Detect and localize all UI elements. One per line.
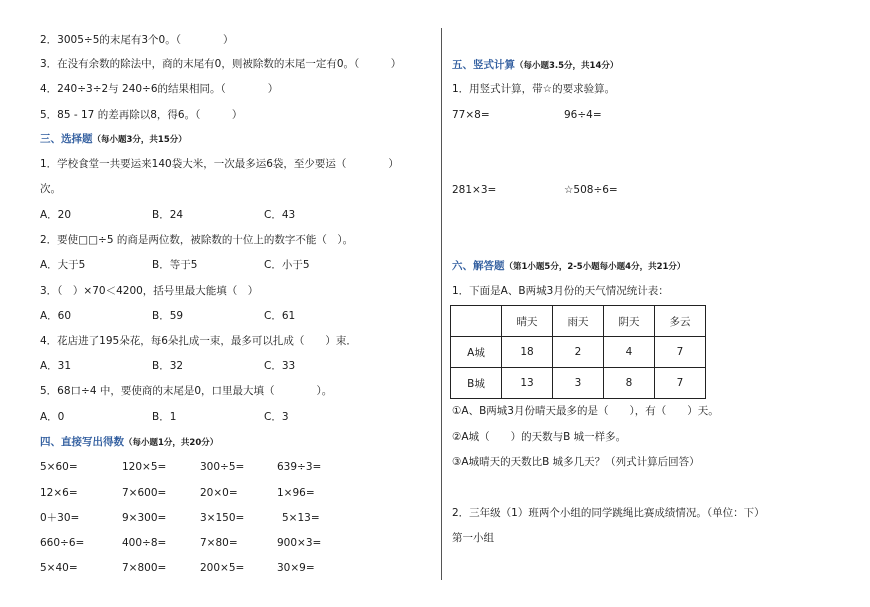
section-3-note: （每小题3分，共15分）: [92, 135, 187, 145]
table-header-cell: [451, 306, 502, 337]
calc-item: 12×6=: [40, 487, 78, 499]
calc-item: 300÷5=: [200, 461, 245, 473]
section-6-heading: [452, 259, 685, 274]
calc-item: 30×9=: [277, 562, 315, 574]
problem-2-stem: 2．三年级（1）班两个小组的同学跳绳比赛成绩情况。（单位：下）: [452, 507, 765, 519]
choice-1-option-a: A．20: [40, 209, 72, 221]
choice-1-stem-cont: 次。: [40, 183, 61, 195]
judge-question-4: 4．240÷3÷2与 240÷6的结果相同。（ ）: [40, 83, 279, 95]
calc-item: 7×800=: [122, 562, 167, 574]
problem-1-stem: 1．下面是A、B两城3月份的天气情况统计表：: [452, 285, 669, 297]
calc-item: 1×96=: [277, 487, 315, 499]
calc-item: 7×600=: [122, 487, 167, 499]
choice-2-option-c: C．小于5: [264, 259, 310, 271]
calc-item: 120×5=: [122, 461, 167, 473]
table-cell: 18: [502, 337, 553, 368]
judge-question-5: 5．85 - 17 的差再除以8，得6。（ ）: [40, 109, 243, 121]
table-header-row: [451, 306, 706, 337]
table-cell: 8: [604, 368, 655, 399]
choice-5-stem: 5．68口÷4 中，要使商的末尾是0，口里最大填（ ）。: [40, 385, 333, 397]
choice-3-option-c: C．61: [264, 310, 296, 322]
vertical-calc-1: 77×8=: [452, 109, 490, 121]
section-5-heading: [452, 58, 618, 73]
calc-item: 20×0=: [200, 487, 238, 499]
judge-question-3: 3．在没有余数的除法中，商的末尾有0，则被除数的末尾一定有0。（ ）: [40, 58, 402, 70]
section-5-note: （每小题3.5分，共14分）: [515, 61, 619, 71]
table-row: [451, 337, 706, 368]
choice-3-option-a: A．60: [40, 310, 72, 322]
table-header-cell: 多云: [655, 306, 706, 337]
choice-2-option-a: A．大于5: [40, 259, 86, 271]
choice-4-stem: 4．花店进了195朵花，每6朵扎成一束，最多可以扎成（ ）束．: [40, 335, 357, 347]
table-row: [451, 368, 706, 399]
section-4-title: 四、直接写出得数: [40, 436, 124, 448]
table-cell: 13: [502, 368, 553, 399]
calc-item: 9×300=: [122, 512, 167, 524]
section-5-title: 五、竖式计算: [452, 59, 515, 71]
calc-item: 400÷8=: [122, 537, 167, 549]
table-header-cell: 雨天: [553, 306, 604, 337]
choice-3-stem: 3．（ ）×70＜4200，括号里最大能填（ ）: [40, 285, 259, 297]
choice-3-option-b: B．59: [152, 310, 184, 322]
section-6-note: （第1小题5分，2-5小题每小题4分，共21分）: [504, 262, 686, 272]
choice-1-stem: 1．学校食堂一共要运来140袋大米，一次最多运6袋，至少要运（ ）: [40, 158, 399, 170]
calc-item: 5×60=: [40, 461, 78, 473]
choice-2-stem: 2．要使□□÷5 的商是两位数，被除数的十位上的数字不能（ ）。: [40, 234, 354, 246]
problem-1-question-2: ②A城（ ）的天数与B 城一样多。: [452, 431, 627, 443]
calc-item: 5×40=: [40, 562, 78, 574]
table-cell: 2: [553, 337, 604, 368]
table-cell: 3: [553, 368, 604, 399]
table-cell: 7: [655, 337, 706, 368]
calc-item: 5×13=: [282, 512, 320, 524]
calc-item: 7×80=: [200, 537, 238, 549]
calc-item: 639÷3=: [277, 461, 322, 473]
problem-1-question-3: ③A城晴天的天数比B 城多几天？（列式计算后回答）: [452, 456, 700, 468]
table-header-cell: 晴天: [502, 306, 553, 337]
choice-4-option-b: B．32: [152, 360, 184, 372]
column-divider: [441, 28, 442, 580]
table-cell: A城: [451, 337, 502, 368]
choice-5-option-c: C．3: [264, 411, 289, 423]
vertical-calc-3: 281×3=: [452, 184, 497, 196]
choice-1-option-b: B．24: [152, 209, 184, 221]
vertical-calc-4: ☆508÷6=: [564, 184, 618, 196]
choice-1-option-c: C．43: [264, 209, 296, 221]
section-3-title: 三、选择题: [40, 133, 93, 145]
table-header-cell: 阴天: [604, 306, 655, 337]
table-cell: 4: [604, 337, 655, 368]
choice-5-option-b: B．1: [152, 411, 177, 423]
calc-item: 200×5=: [200, 562, 245, 574]
calc-item: 3×150=: [200, 512, 245, 524]
calc-item: 660÷6=: [40, 537, 85, 549]
section-3-heading: [40, 132, 187, 147]
choice-4-option-c: C．33: [264, 360, 296, 372]
weather-table: [450, 305, 706, 399]
section-5-intro: 1．用竖式计算，带☆的要求验算。: [452, 83, 616, 95]
table-cell: 7: [655, 368, 706, 399]
table-cell: B城: [451, 368, 502, 399]
section-4-heading: [40, 435, 218, 450]
calc-item: 0＋30=: [40, 512, 80, 524]
section-6-title: 六、解答题: [452, 260, 505, 272]
calc-item: 900×3=: [277, 537, 322, 549]
choice-4-option-a: A．31: [40, 360, 72, 372]
choice-5-option-a: A．0: [40, 411, 65, 423]
section-4-note: （每小题1分，共20分）: [124, 438, 219, 448]
choice-2-option-b: B．等于5: [152, 259, 198, 271]
problem-1-question-1: ①A、B两城3月份晴天最多的是（ ），有（ ）天。: [452, 405, 719, 417]
judge-question-2: 2．3005÷5的末尾有3个0。（ ）: [40, 34, 234, 46]
vertical-calc-2: 96÷4=: [564, 109, 602, 121]
problem-2-group-label: 第一小组: [452, 532, 494, 544]
